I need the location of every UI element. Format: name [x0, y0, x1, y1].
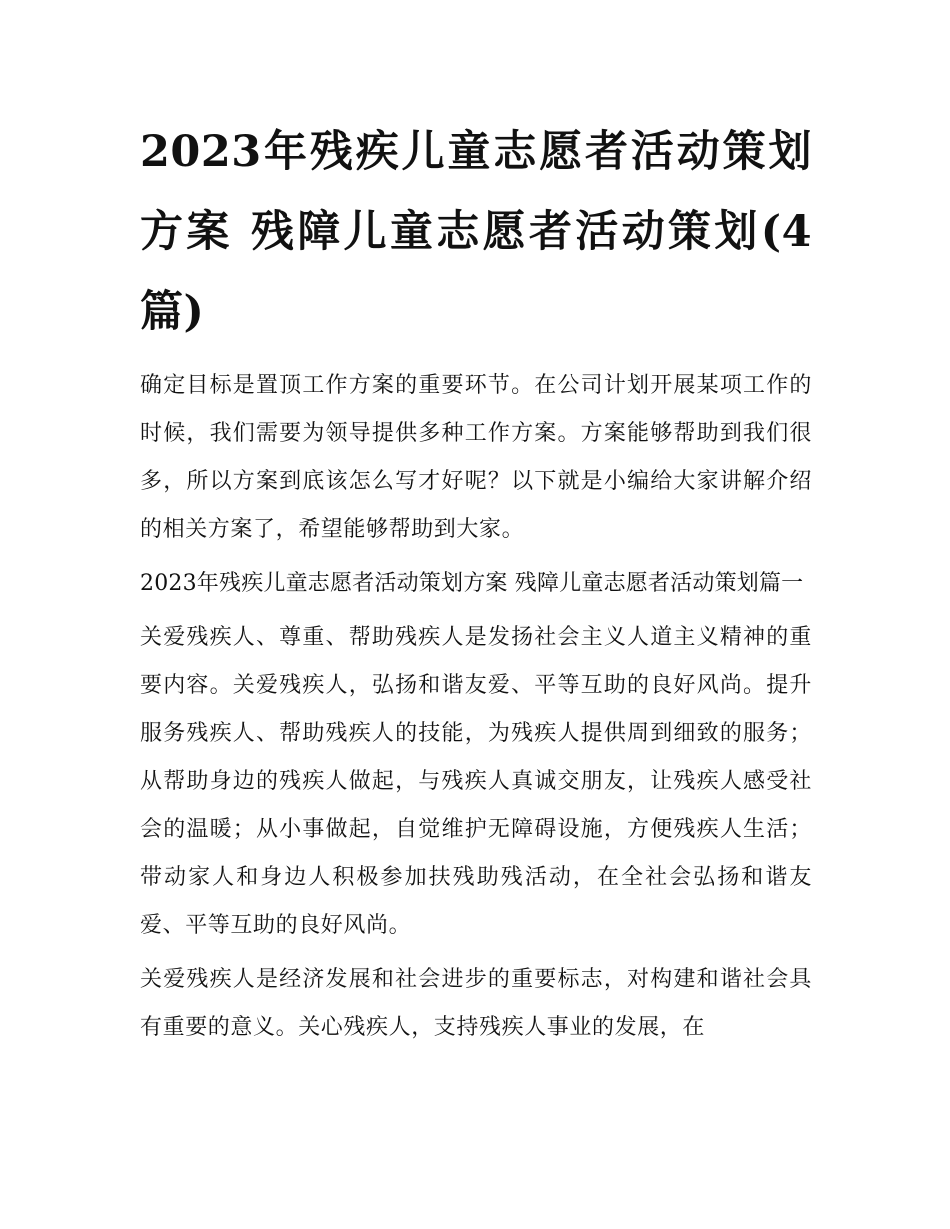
body-paragraph-2: 关爱残疾人是经济发展和社会进步的重要标志，对构建和谐社会具有重要的意义。关心残疾人，支持残疾人事业的发展，在	[140, 967, 812, 1040]
section-heading: 2023年残疾儿童志愿者活动策划方案 残障儿童志愿者活动策划篇一	[140, 571, 804, 596]
intro-paragraph: 确定目标是置顶工作方案的重要环节。在公司计划开展某项工作的时候，我们需要为领导提供多种工作方案。方案能够帮助到我们很多，所以方案到底该怎么写才好呢？以下就是小编给大家讲解介绍的相关方案了，希望能够帮助到大家。	[140, 373, 812, 542]
document-page	[140, 112, 812, 1058]
body-paragraph-1: 关爱残疾人、尊重、帮助残疾人是发扬社会主义人道主义精神的重要内容。关爱残疾人，弘扬和谐友爱、平等互助的良好风尚。提升服务残疾人、帮助残疾人的技能，为残疾人提供周到细致的服务；从帮助身边的残疾人做起，与残疾人真诚交朋友，让残疾人感受社会的温暖；从小事做起，自觉维护无障碍设施，方便残疾人生活；带动家人和身边人积极参加扶残助残活动，在全社会弘扬和谐友爱、平等互助的良好风尚。	[140, 625, 812, 938]
document-title: 2023年残疾儿童志愿者活动策划方案 残障儿童志愿者活动策划(4篇)	[140, 127, 812, 337]
